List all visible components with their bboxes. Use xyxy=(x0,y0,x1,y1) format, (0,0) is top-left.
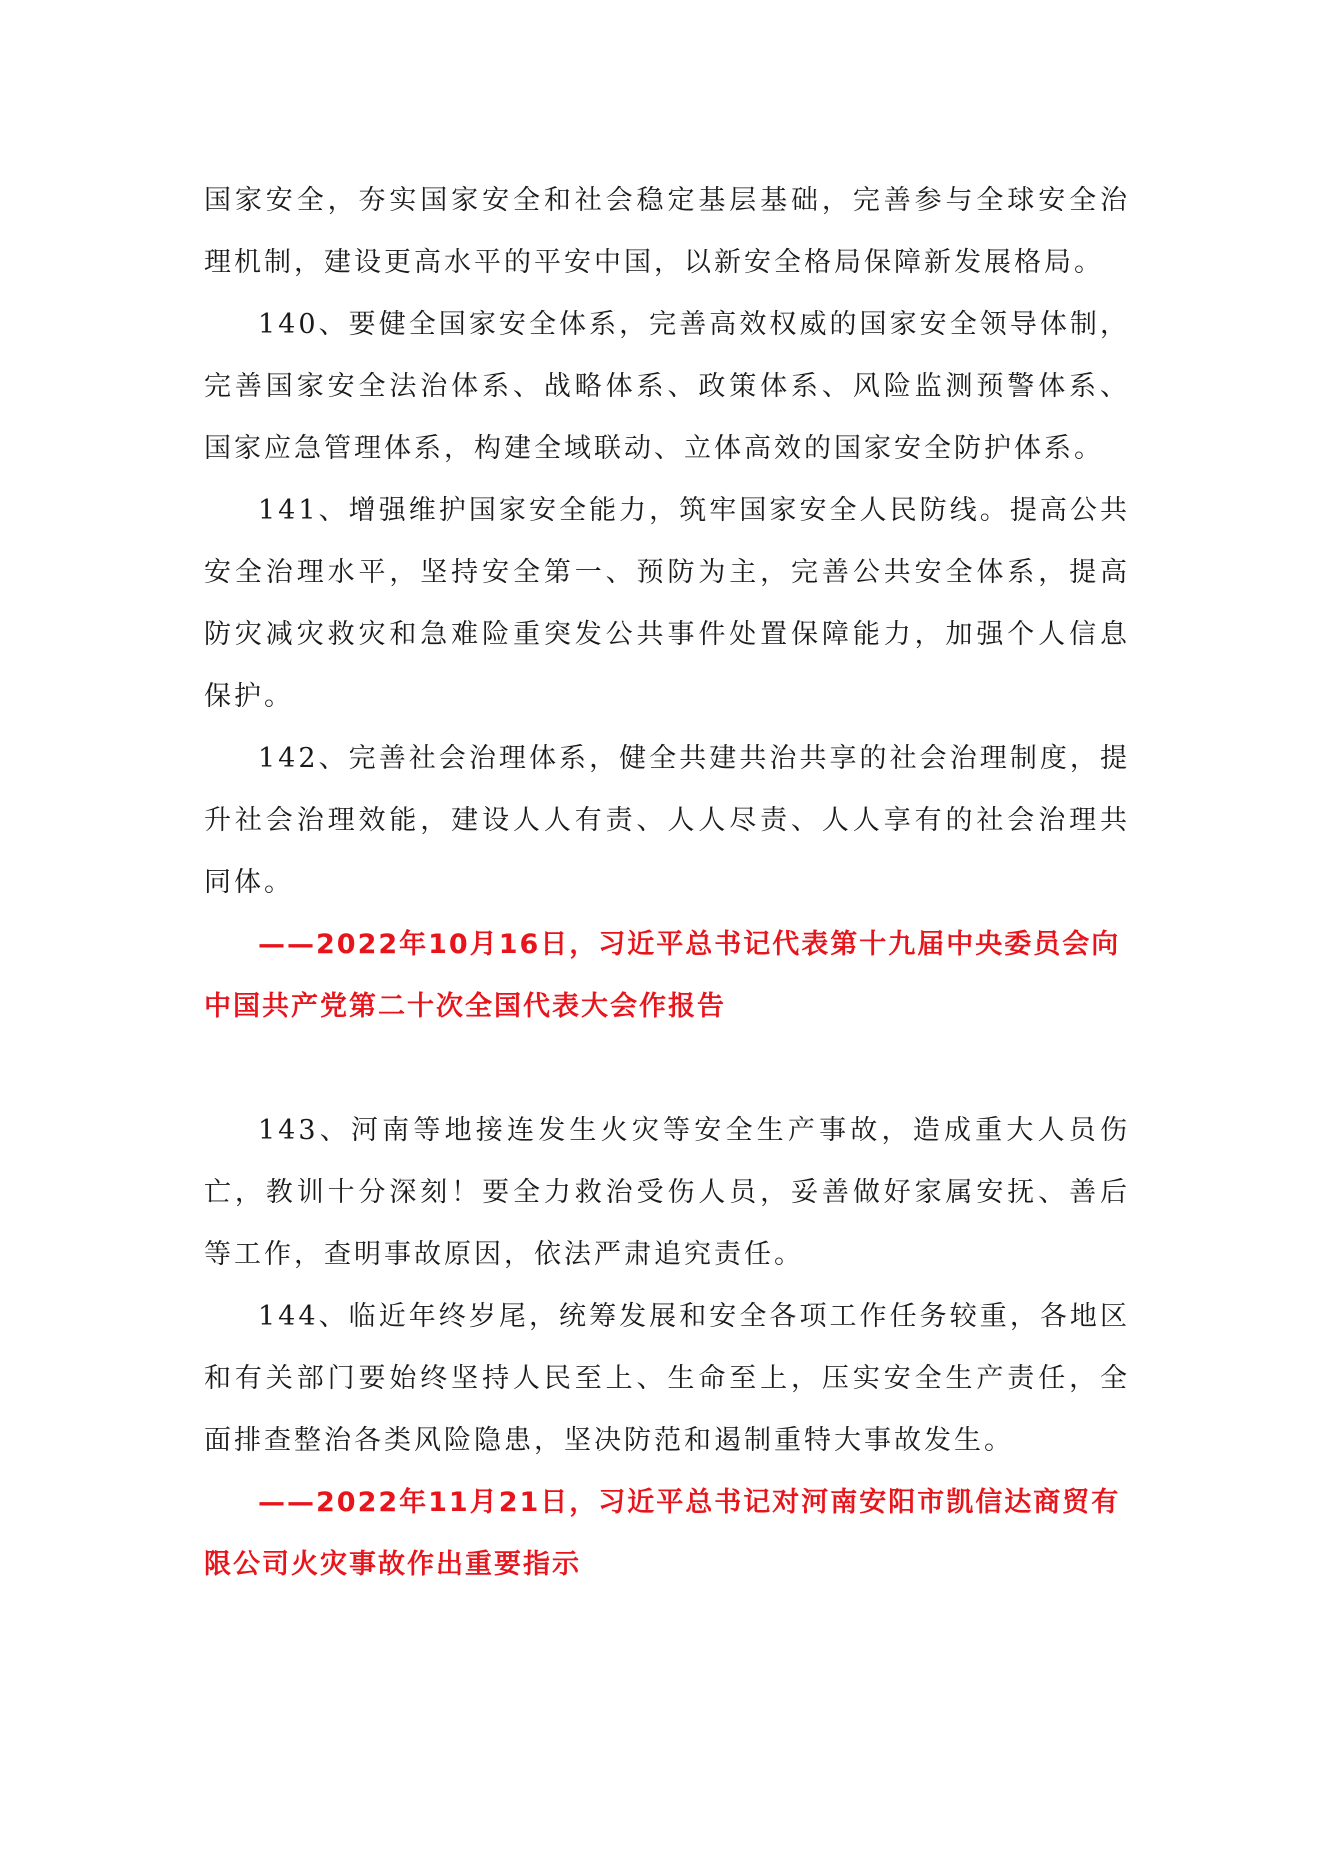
paragraph-142: 142、完善社会治理体系，健全共建共治共享的社会治理制度，提升社会治理效能，建设人人有责、人人尽责、人人享有的社会治理共同体。 xyxy=(204,743,1130,898)
paragraph-continuation: 国家安全，夯实国家安全和社会稳定基层基础，完善参与全球安全治理机制，建设更高水平的平安中国，以新安全格局保障新发展格局。 xyxy=(204,185,1130,278)
document-body xyxy=(204,170,1130,1596)
paragraph-144: 144、临近年终岁尾，统筹发展和安全各项工作任务较重，各地区和有关部门要始终坚持人民至上、生命至上，压实安全生产责任，全面排查整治各类风险隐患，坚决防范和遏制重特大事故发生。 xyxy=(204,1301,1130,1456)
source-citation-2: ——2022年11月21日，习近平总书记对河南安阳市凯信达商贸有限公司火灾事故作出重要指示 xyxy=(204,1487,1121,1580)
source-citation-1: ——2022年10月16日，习近平总书记代表第十九届中央委员会向中国共产党第二十次全国代表大会作报告 xyxy=(204,929,1121,1022)
paragraph-143: 143、河南等地接连发生火灾等安全生产事故，造成重大人员伤亡，教训十分深刻！要全力救治受伤人员，妥善做好家属安抚、善后等工作，查明事故原因，依法严肃追究责任。 xyxy=(204,1115,1130,1270)
section-gap xyxy=(204,1038,1130,1100)
paragraph-141: 141、增强维护国家安全能力，筑牢国家安全人民防线。提高公共安全治理水平，坚持安全第一、预防为主，完善公共安全体系，提高防灾减灾救灾和急难险重突发公共事件处置保障能力，加强个人信息保护。 xyxy=(204,495,1130,712)
paragraph-140: 140、要健全国家安全体系，完善高效权威的国家安全领导体制，完善国家安全法治体系、战略体系、政策体系、风险监测预警体系、国家应急管理体系，构建全域联动、立体高效的国家安全防护体系。 xyxy=(204,309,1130,464)
